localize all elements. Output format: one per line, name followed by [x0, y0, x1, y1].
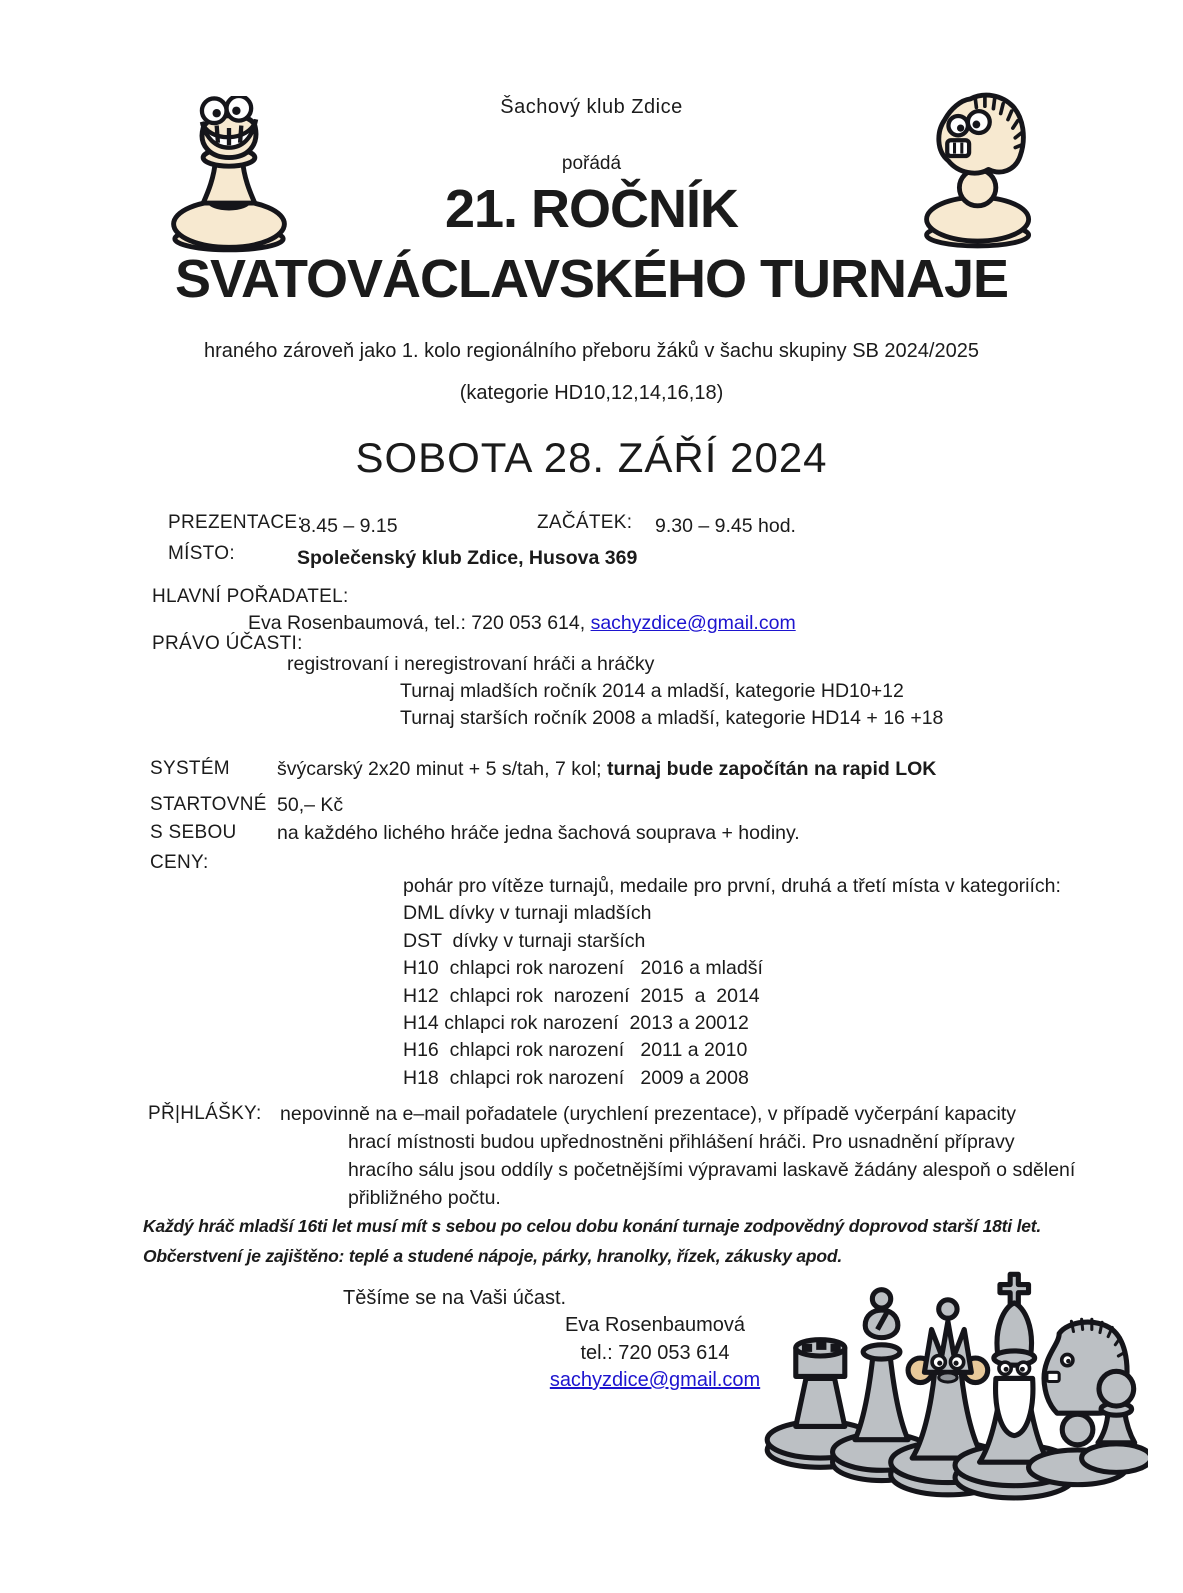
system-value-regular: švýcarský 2x20 minut + 5 s/tah, 7 kol;: [277, 758, 608, 780]
prize-list: [403, 873, 1061, 1092]
system-value-bold: turnaj bude započítán na rapid LOK: [607, 758, 937, 780]
chess-pieces-group-icon: [758, 1258, 1148, 1503]
prihlasky-label: PŘ|HLÁŠKY:: [148, 1103, 262, 1124]
prize-item: H18 chlapci rok narození 2009 a 2008: [403, 1066, 749, 1089]
prezentace-label: PREZENTACE:: [168, 512, 303, 533]
organizer-email-link[interactable]: sachyzdice@gmail.com: [590, 612, 796, 634]
zacatek-label: ZAČÁTEK:: [537, 512, 633, 533]
pravo-ucasti-label: PRÁVO ÚČASTI:: [152, 633, 303, 654]
prize-item: H16 chlapci rok narození 2011 a 2010: [403, 1039, 748, 1062]
prize-intro: pohár pro vítěze turnajů, medaile pro první, druhá a třetí místa v kategoriích:: [403, 875, 1061, 897]
prize-item: H10 chlapci rok narození 2016 a mladší: [403, 957, 763, 980]
title-line2: SVATOVÁCLAVSKÉHO TURNAJE: [174, 249, 1009, 309]
system-value: [277, 758, 936, 781]
misto-label: MÍSTO:: [168, 543, 235, 564]
startovne-label: STARTOVNÉ: [150, 794, 267, 815]
ceny-label: CENY:: [150, 852, 209, 873]
subtitle: hraného zároveň jako 1. kolo regionálního přeboru žáků v šachu skupiny SB 2024/2025: [204, 340, 979, 362]
prize-item: H14 chlapci rok narození 2013 a 20012: [403, 1012, 749, 1035]
prihlasky-line3: hracího sálu jsou oddíly s početnějšími výpravami laskavě žádány alespoň o sdělení: [348, 1159, 1076, 1181]
title-line1: 21. ROČNÍK: [444, 179, 739, 239]
supervision-note: Každý hráč mladší 16ti let musí mít s sebou po celou dobu konání turnaje zodpovědný doprovod starší 18ti let.: [143, 1216, 1042, 1236]
club-name: Šachový klub Zdice: [500, 96, 683, 118]
contact-email-link[interactable]: sachyzdice@gmail.com: [549, 1369, 761, 1391]
system-label: SYSTÉM: [150, 758, 230, 779]
organizes-text: pořádá: [561, 153, 622, 174]
closing-text: Těšíme se na Vaši účast.: [343, 1287, 567, 1309]
event-date: SOBOTA 28. ZÁŘÍ 2024: [355, 434, 828, 481]
prihlasky-line1: nepovinně na e–mail pořadatele (urychlení prezentace), v případě vyčerpání kapacity: [280, 1103, 1017, 1125]
refreshments-note: Občerstvení je zajištěno: teplé a studené nápoje, párky, hranolky, řízek, zákusky apod.: [143, 1246, 843, 1266]
pravo-ucasti-value: registrovaní i neregistrovaní hráči a hráčky: [287, 653, 655, 675]
poradatel-value: [248, 612, 796, 635]
poradatel-contact-text: Eva Rosenbaumová, tel.: 720 053 614,: [248, 612, 591, 634]
zacatek-value: 9.30 – 9.45 hod.: [655, 515, 796, 537]
prize-item: H12 chlapci rok narození 2015 a 2014: [403, 984, 760, 1007]
s-sebou-label: S SEBOU: [150, 822, 237, 843]
prezentace-value: 8.45 – 9.15: [300, 515, 398, 537]
s-sebou-value: na každého lichého hráče jedna šachová souprava + hodiny.: [277, 822, 800, 844]
turnaj-starsich-line: Turnaj starších ročník 2008 a mladší, kategorie HD14 + 16 +18: [400, 707, 944, 729]
misto-value: Společenský klub Zdice, Husova 369: [297, 547, 638, 569]
prihlasky-line2: hrací místnosti budou upřednostněni přihlášení hráči. Pro usnadnění přípravy: [348, 1131, 1015, 1153]
contact-tel: tel.: 720 053 614: [580, 1341, 730, 1364]
prize-item: DML dívky v turnaji mladších: [403, 902, 652, 925]
turnaj-mladsich-line: Turnaj mladších ročník 2014 a mladší, kategorie HD10+12: [400, 680, 904, 702]
poradatel-label: HLAVNÍ POŘADATEL:: [152, 586, 349, 607]
contact-name: Eva Rosenbaumová: [564, 1314, 746, 1336]
categories-line: (kategorie HD10,12,14,16,18): [459, 382, 724, 404]
prize-item: DST dívky v turnaji starších: [403, 929, 646, 952]
prihlasky-line4: přibližného počtu.: [348, 1187, 501, 1209]
startovne-value: 50,– Kč: [277, 794, 344, 816]
